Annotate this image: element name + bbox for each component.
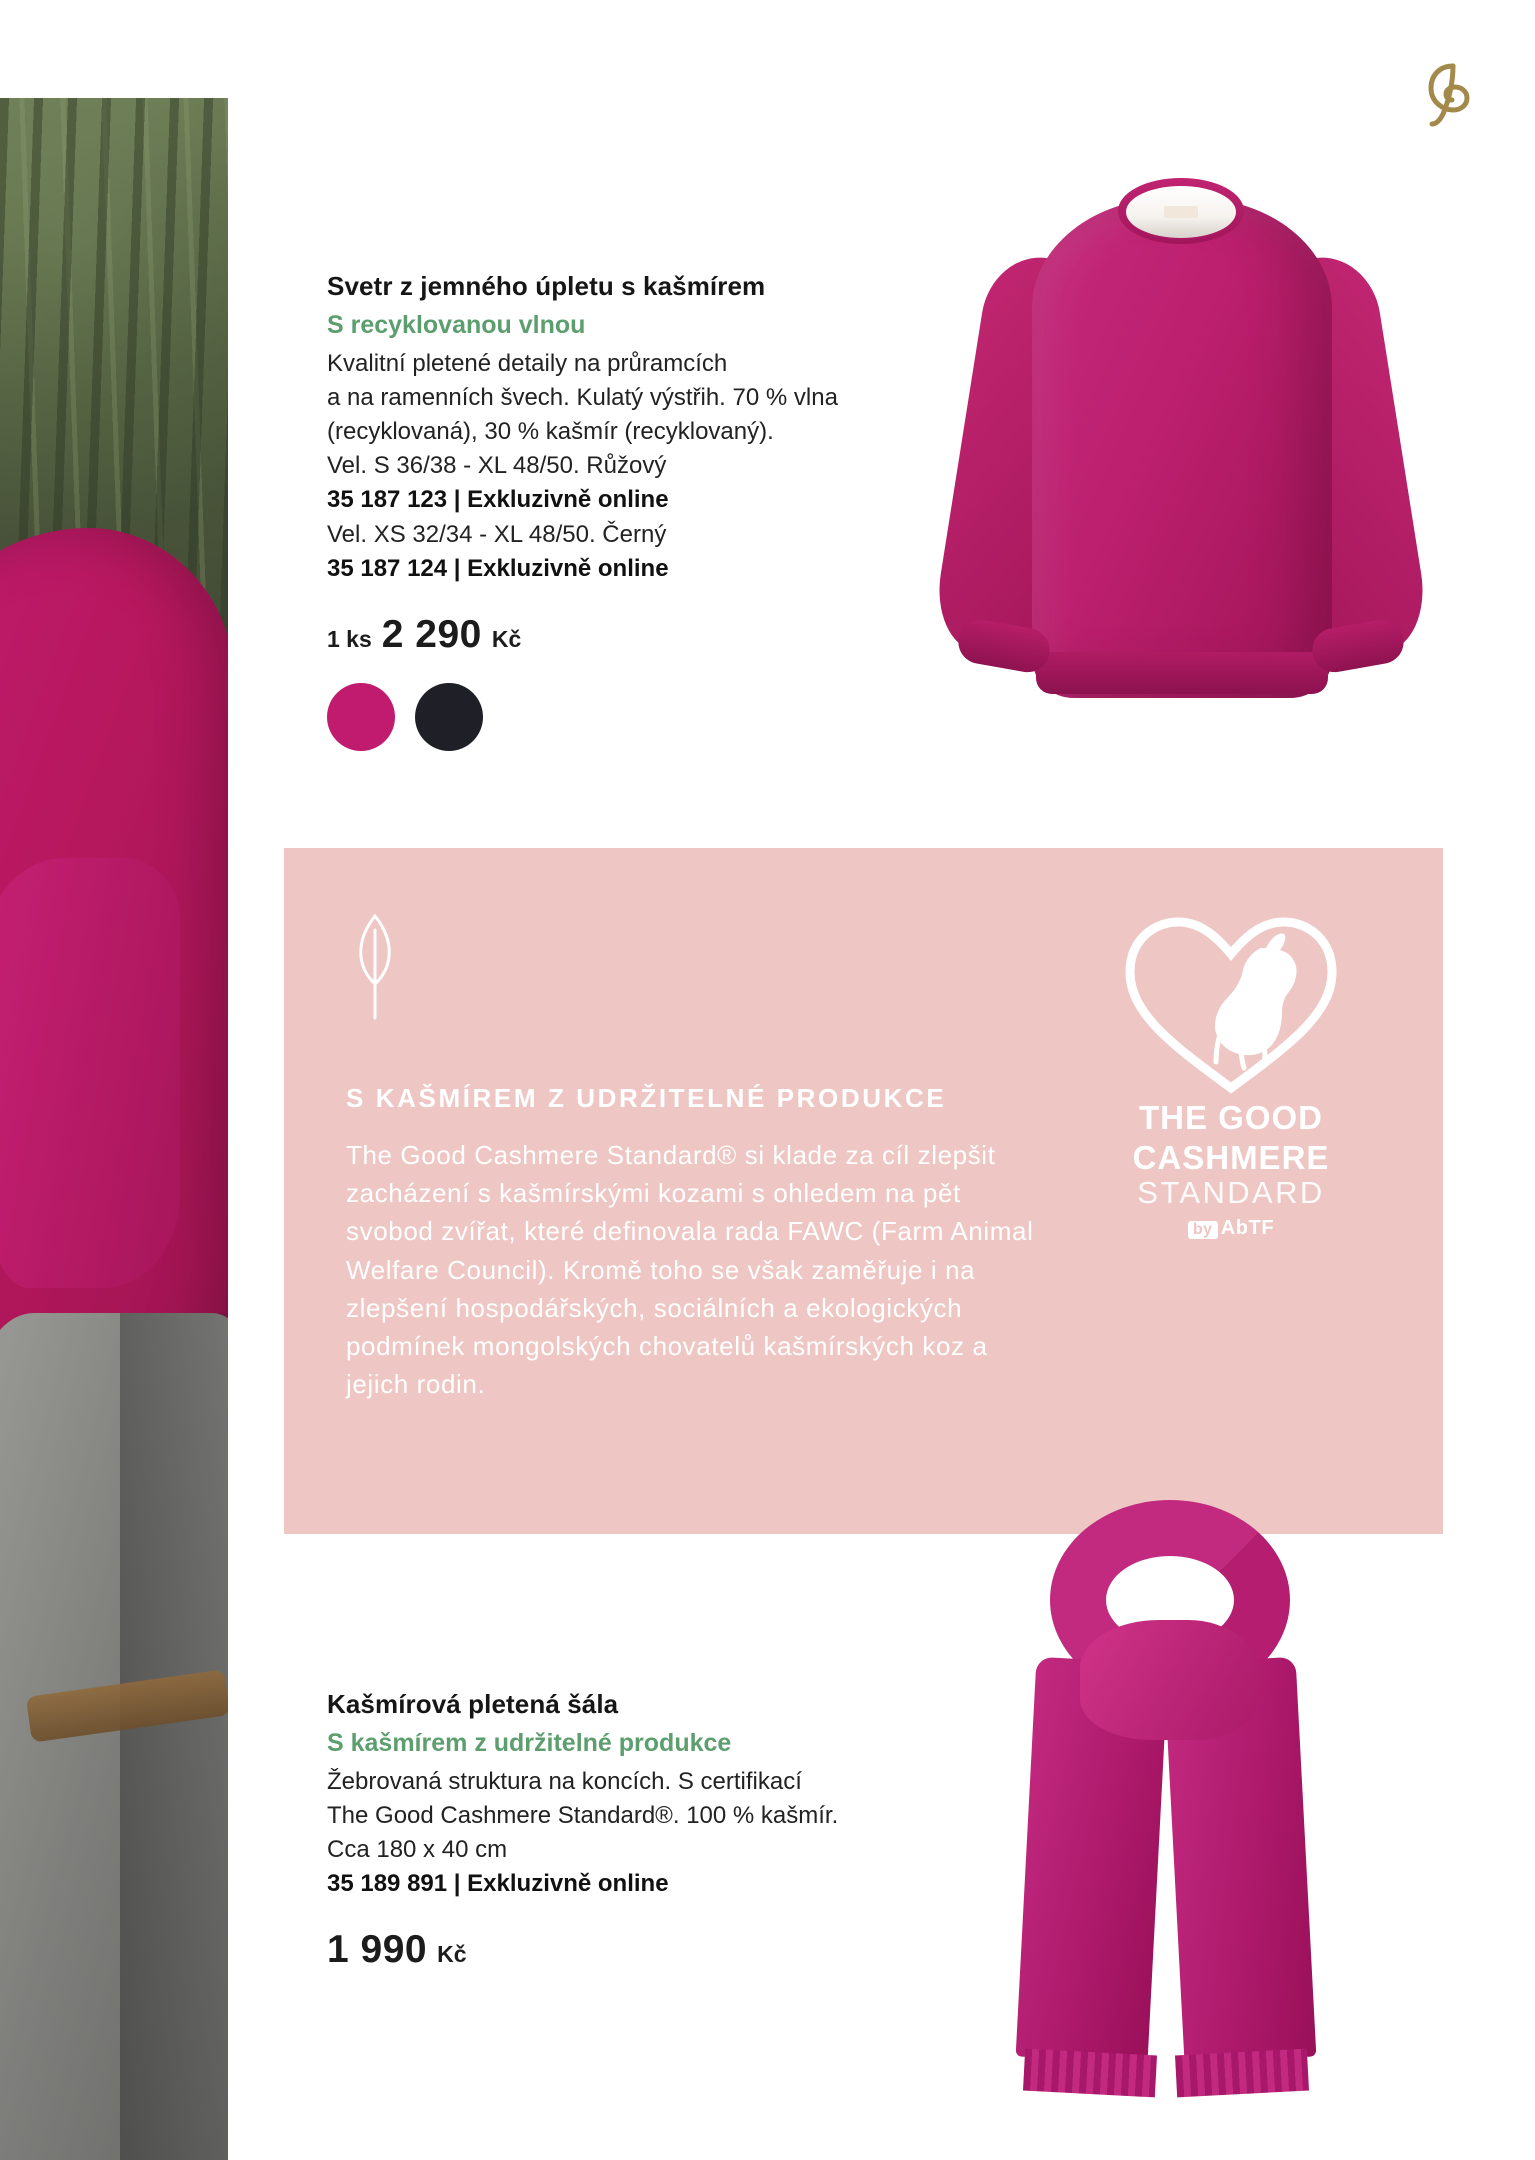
product-scarf-info [327,1688,947,1972]
logo-abtf: AbTF [1220,1216,1275,1239]
banner-body-text: The Good Cashmere Standard® si klade za cíl zlepšit zacházení s kašmírskými kozami s ohledem na pět svobod zvířat, které definovala rada FAWC (Farm Animal Welfare Council). Kromě toho se však zaměřuje i na zlepšení hospodářských, sociálních a ekologických podmínek mongolských chovatelů kašmírských koz a jejich rodin. [346,1140,1034,1400]
product-sweater-code-1: 35 187 123 | Exkluzivně online [327,486,669,514]
product-scarf-photo [930,1500,1450,2120]
photo-model-sleeve [0,858,180,1288]
product-scarf-price-currency: Kč [437,1941,467,1968]
product-sweater-size-line-2: Vel. XS 32/34 - XL 48/50. Černý [327,521,667,549]
scarf-fringe-left [1023,2049,1157,2098]
product-scarf-price [327,1928,947,1972]
logo-by-badge: by [1188,1221,1218,1239]
black-swatch[interactable] [415,683,483,751]
sweater-body [1032,198,1332,698]
banner-title: S KAŠMÍREM Z UDRŽITELNÉ PRODUKCE [346,1083,947,1113]
product-sweater-title: Svetr z jemného úpletu s kašmírem [327,271,766,301]
product-scarf-desc-line-3: Cca 180 x 40 cm [327,1836,508,1864]
good-cashmere-standard-logo [1081,896,1381,1240]
pink-swatch[interactable] [327,683,395,751]
product-sweater-price-currency: Kč [491,625,522,652]
logo-line-3: STANDARD [1137,1175,1325,1211]
product-sweater-price-qty: 1 ks [327,625,372,652]
logo-brand-line [1188,1217,1274,1240]
product-scarf-price-value: 1 990 [327,1928,428,1972]
product-scarf-desc-line-1: Žebrovaná struktura na koncích. S certifikací [327,1768,802,1795]
sustainability-banner [284,848,1443,1534]
product-sweater-desc-line-1: Kvalitní pletené detaily na průramcích [327,350,728,377]
goat-heart-icon [1116,896,1346,1096]
product-sweater-subtitle: S recyklovanou vlnou [327,310,586,339]
sweater-brand-label [1164,206,1198,218]
lifestyle-photo-left [0,98,228,2160]
product-sweater-photo [940,140,1420,800]
product-sweater-color-swatches [327,683,947,751]
tchibo-logo-icon [1409,58,1481,130]
logo-line-1: THE GOOD [1138,1099,1323,1136]
product-scarf-subtitle: S kašmírem z udržitelné produkce [327,1728,732,1757]
leaf-icon [344,910,406,1020]
sweater-hem [1036,652,1328,694]
product-scarf-title: Kašmírová pletená šála [327,1689,619,1719]
product-sweater-desc-line-4: Vel. S 36/38 - XL 48/50. Růžový [327,452,667,480]
product-scarf-code: 35 189 891 | Exkluzivně online [327,1870,669,1898]
photo-trousers-shadow [120,1313,228,2160]
product-sweater-info [327,270,947,751]
product-sweater-desc-line-2: a na ramenních švech. Kulatý výstřih. 70 % vlna [327,384,838,412]
product-sweater-desc-line-3: (recyklovaná), 30 % kašmír (recyklovaný). [327,418,774,446]
product-scarf-desc-line-2: The Good Cashmere Standard®. 100 % kašmír. [327,1802,839,1830]
product-sweater-code-2: 35 187 124 | Exkluzivně online [327,555,669,583]
scarf-knot [1080,1620,1260,1740]
product-sweater-price-value: 2 290 [381,612,482,656]
scarf-fringe-right [1175,2049,1309,2098]
product-sweater-price [327,613,947,657]
logo-line-2: CASHMERE [1132,1138,1330,1176]
